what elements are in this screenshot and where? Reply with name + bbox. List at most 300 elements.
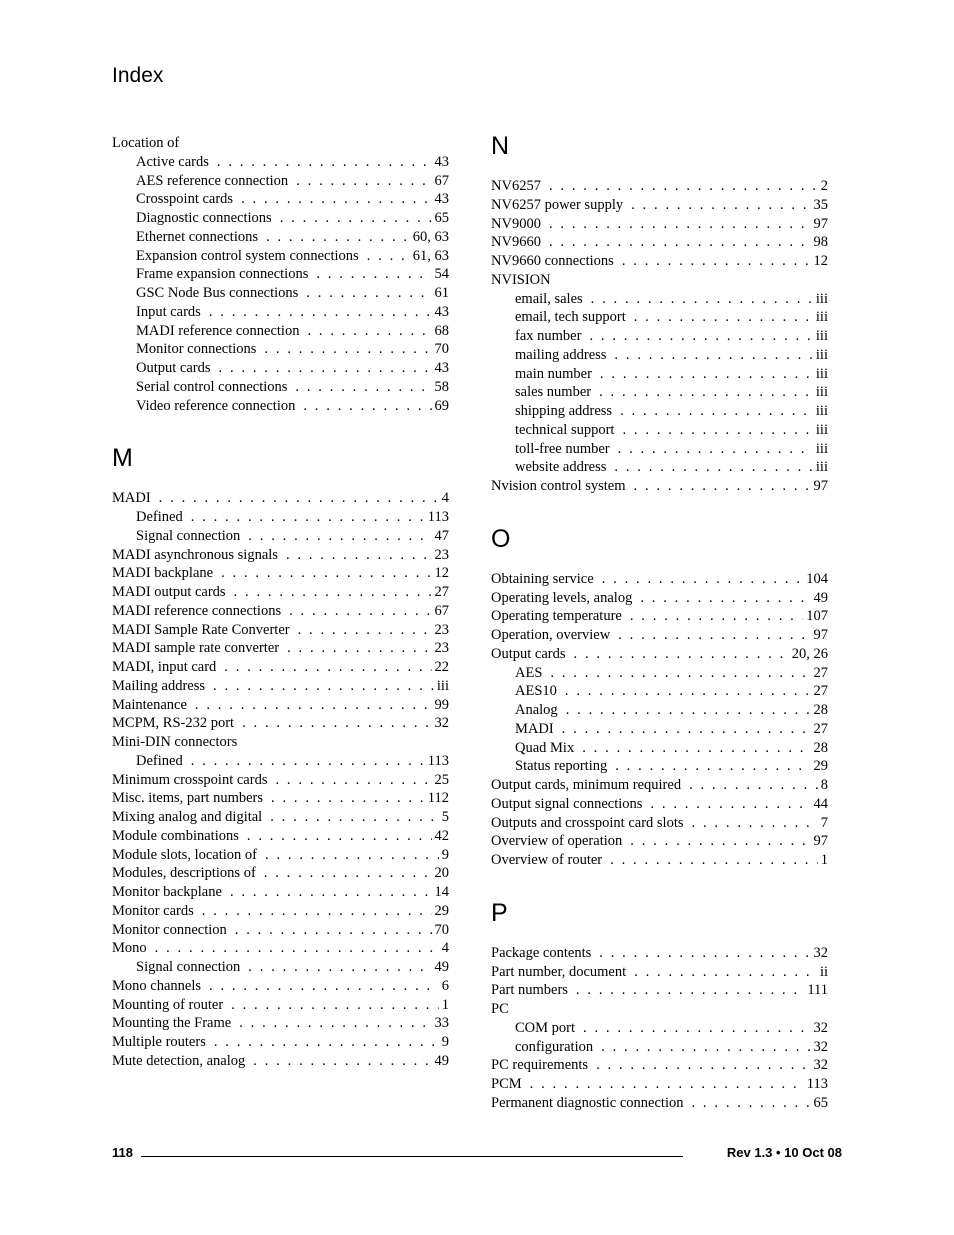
index-term: Permanent diagnostic connection xyxy=(491,1094,684,1111)
page-reference: 70 xyxy=(434,921,449,938)
dot-leader xyxy=(622,252,811,271)
index-term: Ethernet connections xyxy=(136,228,258,245)
page-reference: 97 xyxy=(813,833,828,850)
dot-leader xyxy=(630,607,803,626)
index-subentry xyxy=(491,1019,828,1038)
index-term: Frame expansion connections xyxy=(136,266,309,283)
dot-leader xyxy=(264,340,431,359)
index-subentry xyxy=(491,346,828,365)
page-reference: 65 xyxy=(813,1094,828,1111)
dot-leader xyxy=(239,1014,431,1033)
dot-leader xyxy=(367,247,410,266)
index-term: Package contents xyxy=(491,944,592,961)
page-reference: 68 xyxy=(434,322,449,339)
index-term: PC xyxy=(491,1001,509,1017)
page-reference: 43 xyxy=(434,303,449,320)
index-entry xyxy=(112,489,449,508)
index-term: Outputs and crosspoint card slots xyxy=(491,814,684,831)
dot-leader xyxy=(583,1019,810,1038)
dot-leader xyxy=(286,546,432,565)
page-reference: iii xyxy=(815,309,828,326)
page-reference: 67 xyxy=(434,172,449,189)
page-reference: iii xyxy=(815,440,828,457)
index-term: MADI reference connection xyxy=(136,322,300,339)
index-subentry xyxy=(491,720,828,739)
index-term: sales number xyxy=(515,384,592,401)
dot-leader xyxy=(691,1094,810,1113)
index-term: Obtaining service xyxy=(491,570,594,587)
index-entry xyxy=(491,645,828,664)
page-reference: 23 xyxy=(434,546,449,563)
page-reference: 1 xyxy=(820,852,828,868)
page-reference: iii xyxy=(815,346,828,363)
index-term: Modules, descriptions of xyxy=(112,865,256,882)
dot-leader xyxy=(247,827,432,846)
index-term: Mute detection, analog xyxy=(112,1052,246,1069)
index-subentry xyxy=(491,290,828,309)
dot-leader xyxy=(618,626,810,645)
index-term: Monitor backplane xyxy=(112,884,222,900)
index-entry xyxy=(491,776,828,795)
page-reference: 7 xyxy=(820,814,828,831)
index-entry xyxy=(491,963,828,982)
page-reference: 49 xyxy=(813,589,828,606)
dot-leader xyxy=(565,682,811,701)
dot-leader xyxy=(566,701,811,720)
index-subentry xyxy=(112,397,449,416)
dot-leader xyxy=(224,658,431,677)
index-term: MADI sample rate converter xyxy=(112,640,280,657)
index-entry xyxy=(112,1033,449,1052)
dot-leader xyxy=(295,378,431,397)
page-reference: 2 xyxy=(820,178,828,194)
page-reference: iii xyxy=(815,328,828,344)
index-term: Video reference connection xyxy=(136,397,296,414)
page-reference: iii xyxy=(815,290,828,307)
index-term: Part number, document xyxy=(491,963,627,980)
page-reference: iii xyxy=(815,421,828,438)
index-letter-heading: N xyxy=(491,132,510,160)
page-reference: 61, 63 xyxy=(412,247,449,264)
index-subentry xyxy=(491,383,828,402)
dot-leader xyxy=(591,290,813,309)
index-term: fax number xyxy=(515,328,582,344)
index-term: Mono xyxy=(112,940,147,957)
index-entry xyxy=(491,252,828,271)
index-term: technical support xyxy=(515,421,615,438)
index-subentry xyxy=(491,421,828,440)
index-term: NV9660 connections xyxy=(491,253,614,269)
page-reference: 9 xyxy=(441,1034,449,1050)
index-subentry xyxy=(491,365,828,384)
index-term: Minimum crosspoint cards xyxy=(112,771,268,788)
dot-leader xyxy=(209,303,432,322)
dot-leader xyxy=(191,508,425,527)
footer-revision: Rev 1.3 • 10 Oct 08 xyxy=(726,1145,842,1160)
dot-leader xyxy=(221,564,431,583)
index-entry xyxy=(491,570,828,589)
index-entry xyxy=(491,626,828,645)
index-term: shipping address xyxy=(515,403,613,419)
dot-leader xyxy=(296,172,431,191)
dot-leader xyxy=(549,215,811,234)
dot-leader xyxy=(307,322,431,341)
dot-leader xyxy=(316,265,431,284)
footer-page-number: 118 xyxy=(112,1145,133,1160)
dot-leader xyxy=(630,832,810,851)
dot-leader xyxy=(550,664,810,683)
dot-leader xyxy=(209,977,439,996)
page-reference: 43 xyxy=(434,153,449,170)
dot-leader xyxy=(217,153,432,172)
index-term: Quad Mix xyxy=(515,739,575,756)
index-column-right xyxy=(491,134,828,1113)
index-subentry xyxy=(112,190,449,209)
index-entry xyxy=(112,733,449,752)
page-reference: 58 xyxy=(434,378,449,395)
index-term: Mounting of router xyxy=(112,996,224,1013)
dot-leader xyxy=(620,402,813,421)
index-entry xyxy=(112,939,449,958)
index-entry xyxy=(491,981,828,1000)
dot-leader xyxy=(264,864,432,883)
dot-leader xyxy=(574,645,789,664)
index-term: Nvision control system xyxy=(491,478,626,494)
dot-leader xyxy=(191,752,425,771)
index-subentry xyxy=(491,682,828,701)
index-term: NVISION xyxy=(491,271,551,288)
index-term: PC requirements xyxy=(491,1057,589,1074)
page-reference: 23 xyxy=(434,640,449,657)
page-reference: 49 xyxy=(434,1052,449,1069)
page-reference: 33 xyxy=(434,1015,449,1032)
dot-leader xyxy=(692,814,818,833)
page-reference: 29 xyxy=(813,758,828,775)
index-term: Monitor connections xyxy=(136,341,257,358)
dot-leader xyxy=(234,583,432,602)
index-entry xyxy=(491,271,828,290)
page-reference: 104 xyxy=(806,570,828,587)
dot-leader xyxy=(634,963,817,982)
index-subentry xyxy=(491,402,828,421)
index-subentry xyxy=(112,265,449,284)
page-reference: 28 xyxy=(813,739,828,756)
page-reference: 6 xyxy=(441,977,449,994)
page-reference: 35 xyxy=(813,196,828,213)
index-term: Mailing address xyxy=(112,677,206,694)
index-entry xyxy=(112,696,449,715)
page-reference: 25 xyxy=(434,771,449,788)
index-term: Expansion control system connections xyxy=(136,247,359,264)
page-reference: 97 xyxy=(813,215,828,232)
index-subentry xyxy=(112,228,449,247)
index-term: NV6257 xyxy=(491,178,541,194)
index-term: Defined xyxy=(136,509,183,525)
page-reference: 14 xyxy=(434,884,449,900)
index-term: MADI backplane xyxy=(112,565,214,582)
page-reference: 98 xyxy=(813,234,828,251)
page-reference: 27 xyxy=(813,683,828,700)
dot-leader xyxy=(248,958,431,977)
index-term: MADI output cards xyxy=(112,584,226,600)
index-letter-heading: P xyxy=(491,898,508,927)
page-reference: 67 xyxy=(434,602,449,619)
page-reference: 5 xyxy=(441,809,449,825)
footer-rule xyxy=(141,1156,683,1157)
index-entry xyxy=(491,177,828,196)
index-entry xyxy=(112,546,449,565)
page-title: Index xyxy=(112,64,164,87)
dot-leader xyxy=(589,327,812,346)
dot-leader xyxy=(289,602,431,621)
dot-leader xyxy=(155,939,439,958)
index-subentry xyxy=(112,247,449,266)
dot-leader xyxy=(650,795,810,814)
dot-leader xyxy=(195,696,432,715)
index-entry xyxy=(112,864,449,883)
index-term: COM port xyxy=(515,1019,576,1036)
page-reference: 8 xyxy=(820,777,828,793)
index-term: Status reporting xyxy=(515,758,608,775)
dot-leader xyxy=(634,308,813,327)
index-term: NV9660 xyxy=(491,234,541,251)
index-subentry xyxy=(112,284,449,303)
dot-leader xyxy=(640,589,810,608)
index-term: email, sales xyxy=(515,290,583,307)
index-term: Mounting the Frame xyxy=(112,1015,232,1032)
page-reference: 42 xyxy=(434,827,449,844)
index-subentry xyxy=(112,340,449,359)
page-reference: 32 xyxy=(813,1057,828,1074)
dot-leader xyxy=(622,421,812,440)
index-letter-heading: O xyxy=(491,524,511,553)
page-reference: 113 xyxy=(427,509,449,525)
page-reference: iii xyxy=(436,677,449,694)
page-reference: iii xyxy=(815,459,828,476)
dot-leader xyxy=(214,1033,439,1052)
dot-leader xyxy=(582,739,810,758)
index-entry xyxy=(112,977,449,996)
index-term: Operation, overview xyxy=(491,627,611,643)
dot-leader xyxy=(610,851,818,870)
dot-leader xyxy=(599,383,813,402)
index-term: Misc. items, part numbers xyxy=(112,790,264,807)
index-entry xyxy=(491,944,828,963)
index-term: GSC Node Bus connections xyxy=(136,285,299,301)
index-subentry xyxy=(112,527,449,546)
page-reference: 20 xyxy=(434,865,449,882)
dot-leader xyxy=(618,440,813,459)
index-subentry xyxy=(112,322,449,341)
page-reference: 43 xyxy=(434,191,449,208)
dot-leader xyxy=(596,1056,810,1075)
page-reference: 12 xyxy=(813,253,828,269)
dot-leader xyxy=(576,981,804,1000)
index-subentry xyxy=(112,359,449,378)
index-entry xyxy=(112,883,449,902)
index-entry xyxy=(491,851,828,870)
dot-leader xyxy=(600,365,813,384)
page-reference: 20, 26 xyxy=(791,645,828,662)
index-subentry xyxy=(112,508,449,527)
index-subentry xyxy=(112,172,449,191)
dot-leader xyxy=(266,228,410,247)
dot-leader xyxy=(242,714,431,733)
index-term: Monitor connection xyxy=(112,921,227,938)
index-term: email, tech support xyxy=(515,309,626,326)
page-reference: 32 xyxy=(434,715,449,732)
dot-leader xyxy=(530,1075,804,1094)
index-term: Output cards, minimum required xyxy=(491,777,682,793)
index-term: AES xyxy=(515,664,543,681)
index-subentry xyxy=(491,701,828,720)
index-subentry xyxy=(491,757,828,776)
index-entry xyxy=(112,714,449,733)
index-term: Mini-DIN connectors xyxy=(112,734,238,750)
index-entry xyxy=(491,1056,828,1075)
page-reference: 27 xyxy=(813,664,828,681)
index-entry xyxy=(112,846,449,865)
page-reference: 1 xyxy=(441,996,449,1013)
page-reference: 23 xyxy=(434,621,449,638)
index-subentry xyxy=(491,308,828,327)
index-term: Crosspoint cards xyxy=(136,191,234,208)
page-reference: 27 xyxy=(434,584,449,600)
dot-leader xyxy=(270,808,439,827)
dot-leader xyxy=(230,883,432,902)
dot-leader xyxy=(248,527,431,546)
index-entry xyxy=(112,996,449,1015)
dot-leader xyxy=(219,359,432,378)
page-reference: 28 xyxy=(813,702,828,718)
index-subentry xyxy=(112,378,449,397)
index-entry xyxy=(491,814,828,833)
index-letter-heading: M xyxy=(112,444,133,473)
index-term: Overview of operation xyxy=(491,833,623,850)
page-reference: 112 xyxy=(427,790,449,807)
index-entry xyxy=(491,477,828,496)
index-term: Overview of router xyxy=(491,852,603,868)
index-entry xyxy=(491,607,828,626)
index-term: MADI, input card xyxy=(112,659,217,675)
index-term: Output cards xyxy=(491,645,566,662)
page-reference: 97 xyxy=(813,478,828,494)
dot-leader xyxy=(275,771,431,790)
index-term: MADI asynchronous signals xyxy=(112,546,278,563)
index-term: mailing address xyxy=(515,346,607,363)
page-reference: 97 xyxy=(813,627,828,643)
index-entry xyxy=(491,1000,828,1019)
index-entry xyxy=(491,1094,828,1113)
dot-leader xyxy=(265,846,439,865)
index-term: Mono channels xyxy=(112,977,201,994)
page-reference: 54 xyxy=(434,266,449,283)
index-subentry xyxy=(112,209,449,228)
index-term: Operating temperature xyxy=(491,608,622,625)
index-entry xyxy=(491,795,828,814)
dot-leader xyxy=(231,996,439,1015)
index-term: Monitor cards xyxy=(112,902,194,919)
index-term: toll-free number xyxy=(515,440,610,457)
page-reference: 44 xyxy=(813,795,828,812)
index-entry xyxy=(112,621,449,640)
index-term: Location of xyxy=(112,135,180,151)
page-reference: 43 xyxy=(434,360,449,376)
index-entry xyxy=(112,602,449,621)
dot-leader xyxy=(287,639,431,658)
page-reference: 49 xyxy=(434,959,449,975)
dot-leader xyxy=(602,570,804,589)
index-term: Active cards xyxy=(136,153,209,170)
index-entry xyxy=(112,808,449,827)
index-term: Part numbers xyxy=(491,982,568,999)
index-term: MADI Sample Rate Converter xyxy=(112,621,290,638)
index-entry xyxy=(491,589,828,608)
page-reference: 111 xyxy=(807,982,828,999)
index-term: Signal connection xyxy=(136,527,241,544)
index-entry xyxy=(491,832,828,851)
index-term: MADI xyxy=(515,720,554,737)
index-subentry xyxy=(491,1038,828,1057)
index-term: Mixing analog and digital xyxy=(112,809,263,825)
page-reference: 22 xyxy=(434,659,449,675)
index-term: Signal connection xyxy=(136,959,241,975)
index-subentry xyxy=(491,458,828,477)
page-reference: 70 xyxy=(434,341,449,358)
page-reference: 9 xyxy=(441,846,449,863)
index-term: MADI xyxy=(112,490,151,507)
index-entry xyxy=(112,639,449,658)
index-entry xyxy=(112,583,449,602)
index-term: Maintenance xyxy=(112,696,187,713)
index-term: NV6257 power supply xyxy=(491,196,624,213)
index-subentry xyxy=(491,664,828,683)
dot-leader xyxy=(631,196,810,215)
dot-leader xyxy=(549,233,811,252)
index-entry xyxy=(112,1052,449,1071)
index-term: Module combinations xyxy=(112,827,239,844)
dot-leader xyxy=(614,346,812,365)
index-subentry xyxy=(112,303,449,322)
dot-leader xyxy=(241,190,431,209)
index-term: Analog xyxy=(515,702,558,718)
index-entry xyxy=(491,215,828,234)
index-term: Multiple routers xyxy=(112,1034,206,1050)
page-reference: 47 xyxy=(434,527,449,544)
index-entry xyxy=(112,902,449,921)
dot-leader xyxy=(303,397,431,416)
page-reference: 32 xyxy=(813,1038,828,1055)
dot-leader xyxy=(213,677,434,696)
dot-leader xyxy=(615,757,810,776)
index-entry xyxy=(112,1014,449,1033)
page-reference: iii xyxy=(815,403,828,419)
index-term: AES10 xyxy=(515,683,557,700)
index-term: Output cards xyxy=(136,360,211,376)
page-reference: ii xyxy=(819,963,828,980)
index-entry xyxy=(491,1075,828,1094)
index-entry xyxy=(491,233,828,252)
page-reference: 60, 63 xyxy=(412,228,449,245)
dot-leader xyxy=(298,621,432,640)
dot-leader xyxy=(599,944,810,963)
dot-leader xyxy=(159,489,439,508)
page-reference: 113 xyxy=(806,1076,828,1092)
page-reference: 12 xyxy=(434,565,449,582)
page-reference: 61 xyxy=(434,285,449,301)
dot-leader xyxy=(601,1038,810,1057)
dot-leader xyxy=(235,921,432,940)
